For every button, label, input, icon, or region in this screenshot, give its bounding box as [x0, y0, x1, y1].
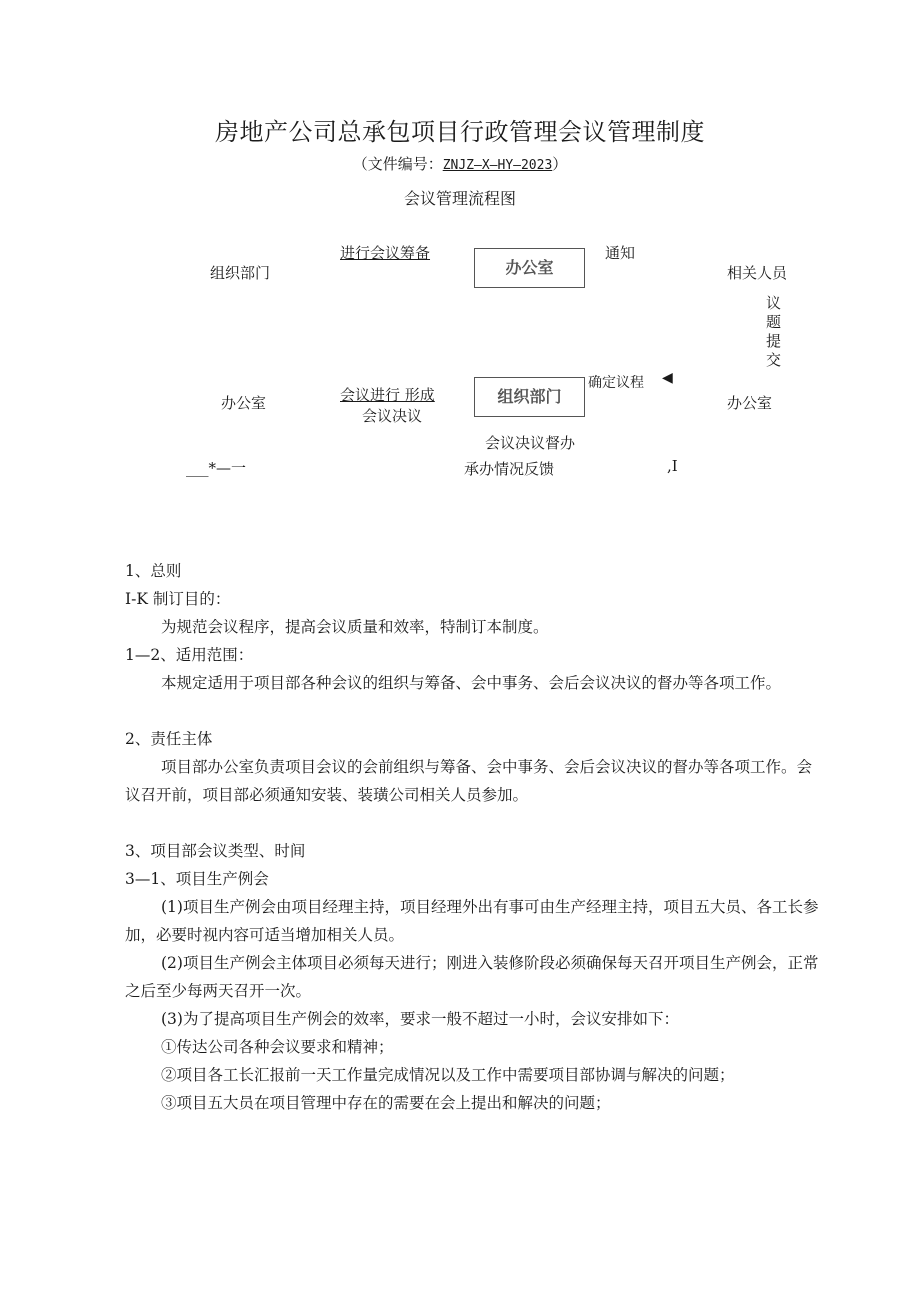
- flow-box-org-dept: [474, 377, 585, 417]
- section-2-heading: 2、责任主体: [125, 730, 213, 748]
- flow-left-mid-label: 办公室: [221, 394, 267, 412]
- flow-topic-char: 题: [766, 313, 782, 331]
- flow-topic-char: 议: [766, 294, 782, 312]
- spacer: [125, 809, 825, 837]
- section-3-1-para-1: (1)项目生产例会由项目经理主持，项目经理外出有事可由生产经理主持，项目五大员、各工长参加，必要时视内容可适当增加相关人员。: [125, 898, 819, 944]
- flow-meeting-line1-text: 会议进行 形成: [340, 386, 435, 404]
- flow-right-bottom-mark: ,I: [667, 457, 678, 475]
- flow-topic-char: 提: [766, 332, 782, 350]
- doc-number-suffix: ）: [552, 155, 568, 173]
- doc-number-code: ZNJZ—X—HY—2023: [442, 158, 553, 173]
- flow-meeting-line1: [340, 384, 435, 405]
- section-1-2-heading: 1—2、适用范围：: [125, 646, 254, 664]
- section-3-1-item-1: ①传达公司各种会议要求和精神；: [161, 1038, 394, 1056]
- flow-box-office-label: 办公室: [505, 258, 554, 277]
- section-2-text: 项目部办公室负责项目会议的会前组织与筹备、会中事务、会后会议决议的督办等各项工作。会议召开前，项目部必须通知安装、装璜公司相关人员参加。: [125, 758, 813, 804]
- document-body: [125, 557, 825, 1117]
- flow-box-org-dept-label: 组织部门: [497, 387, 562, 406]
- section-3-1-item-3: ③项目五大员在项目管理中存在的需要在会上提出和解决的问题；: [161, 1094, 611, 1112]
- flow-supervise-label: 会议决议督办: [485, 434, 576, 452]
- flow-box-office: [474, 248, 585, 288]
- document-title: 房地产公司总承包项目行政管理会议管理制度: [215, 118, 705, 146]
- section-1-heading: 1、总则: [125, 562, 182, 580]
- spacer: [125, 697, 825, 725]
- section-3-1-heading: 3—1、项目生产例会: [125, 870, 269, 888]
- flow-arrow-left-icon: ◀: [662, 370, 673, 386]
- flow-prepare-label: 进行会议筹备: [340, 244, 431, 262]
- flow-right-mid-label: 办公室: [727, 394, 773, 412]
- flow-right-top-label: 相关人员: [727, 264, 788, 282]
- section-3-1-item-2: ②项目各工长汇报前一天工作量完成情况以及工作中需要项目部协调与解决的问题；: [161, 1066, 735, 1084]
- document-number: [0, 153, 920, 174]
- section-1-1-heading: I-K 制订目的：: [125, 590, 231, 608]
- flow-feedback-label: 承办情况反馈: [464, 460, 555, 478]
- section-1-2-text: 本规定适用于项目部各种会议的组织与筹备、会中事务、会后会议决议的督办等各项工作。: [161, 674, 782, 692]
- section-3-heading: 3、项目部会议类型、时间: [125, 842, 306, 860]
- section-1-1-text: 为规范会议程序，提高会议质量和效率，特制订本制度。: [161, 618, 549, 636]
- flow-topic-submit-label: [766, 294, 784, 370]
- flow-notify-label: 通知: [605, 244, 636, 262]
- flow-left-bottom-line: ___*—一: [186, 459, 247, 477]
- flowchart-title: 会议管理流程图: [403, 189, 516, 208]
- flow-agenda-label: 确定议程: [588, 375, 644, 391]
- flow-topic-char: 交: [766, 351, 782, 369]
- section-3-1-para-2: (2)项目生产例会主体项目必须每天进行；刚进入装修阶段必须确保每天召开项目生产例会，正常之后至少每两天召开一次。: [125, 954, 819, 1000]
- flow-left-top-label: 组织部门: [210, 264, 271, 282]
- doc-number-prefix: （文件编号：: [352, 155, 443, 173]
- flow-meeting-line2: 会议决议: [362, 407, 423, 425]
- section-3-1-para-3: (3)为了提高项目生产例会的效率，要求一般不超过一小时，会议安排如下：: [161, 1010, 679, 1028]
